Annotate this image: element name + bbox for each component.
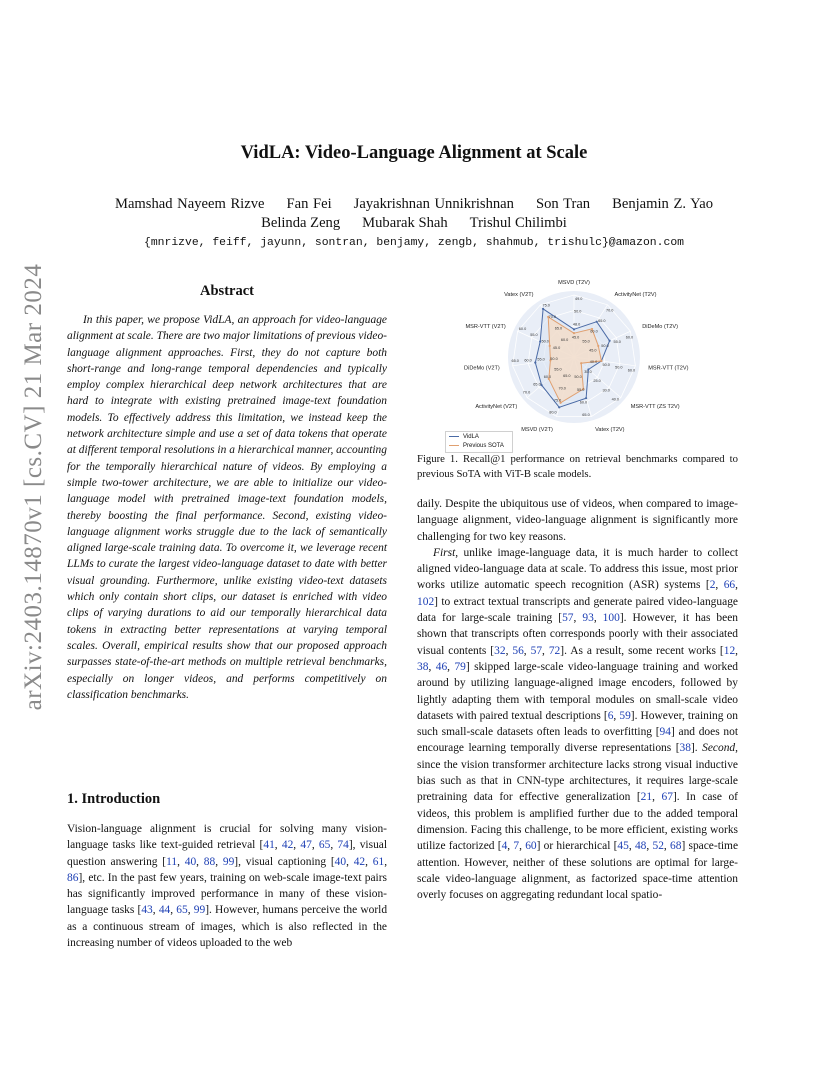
section-title: 1. Introduction bbox=[67, 791, 161, 807]
citation-link[interactable]: 48 bbox=[634, 840, 647, 853]
ring-value-label: 40.0 bbox=[589, 359, 598, 364]
ring-value-label: 55.0 bbox=[554, 367, 562, 372]
ring-value-label: 65.0 bbox=[598, 319, 606, 323]
author-name: Trishul Chilimbi bbox=[469, 215, 567, 231]
right-column-text bbox=[417, 496, 738, 903]
body-paragraph: daily. Despite the ubiquitous use of videos, when compared to image-language alignment, video-language alignment is significantly more challenging for two key reasons. bbox=[417, 498, 738, 543]
citation-link[interactable]: 6 bbox=[607, 709, 614, 722]
ring-value-label: 50.0 bbox=[541, 339, 549, 344]
citation-link[interactable]: 79 bbox=[454, 660, 466, 673]
axis-label: MSVD (V2T) bbox=[521, 427, 553, 433]
citation-link[interactable]: 59 bbox=[619, 709, 631, 722]
author-name: Mubarak Shah bbox=[362, 215, 448, 231]
author-name: Jayakrishnan Unnikrishnan bbox=[353, 196, 514, 212]
ring-value-label: 55.0 bbox=[582, 339, 590, 344]
ring-value-label: 70.0 bbox=[548, 315, 556, 319]
author-name: Fan Fei bbox=[286, 196, 332, 212]
ring-value-label: 50.0 bbox=[615, 365, 623, 370]
author-emails: {mnrizve, feiff, jayunn, sontran, benjamy, zengb, shahmub, trishulc}@amazon.com bbox=[143, 237, 684, 249]
axis-label: DiDeMo (T2V) bbox=[642, 323, 678, 330]
axis-label: Vatex (V2T) bbox=[504, 291, 534, 298]
ring-value-label: 75.0 bbox=[542, 303, 550, 308]
legend-item-vidla bbox=[446, 432, 512, 441]
ring-value-label: 60.0 bbox=[560, 337, 569, 342]
citation-link[interactable]: 65 bbox=[318, 839, 331, 852]
legend-label: VidLA bbox=[463, 433, 479, 440]
axis-label: ActivityNet (V2T) bbox=[475, 404, 518, 411]
citation-link[interactable]: 41 bbox=[263, 839, 275, 852]
citation-link[interactable]: 68 bbox=[670, 840, 682, 853]
citation-link[interactable]: 38 bbox=[417, 660, 429, 673]
authors-line-2 bbox=[0, 215, 828, 232]
authors-line-1 bbox=[0, 196, 828, 213]
ring-value-label: 25.0 bbox=[593, 379, 601, 383]
data-point bbox=[573, 328, 575, 330]
axis-label: ActivityNet (T2V) bbox=[614, 291, 657, 298]
citation-link[interactable]: 86 bbox=[67, 871, 79, 884]
legend-item-previous-sota bbox=[446, 441, 512, 450]
citation-link[interactable]: 42 bbox=[281, 839, 294, 852]
citation-link[interactable]: 40 bbox=[184, 855, 197, 868]
ring-value-label: 65.0 bbox=[533, 382, 541, 387]
ring-value-label: 55.0 bbox=[530, 333, 538, 338]
data-point bbox=[608, 340, 610, 342]
ring-value-label: 45.0 bbox=[589, 348, 597, 353]
ring-value-label: 35.0 bbox=[584, 369, 592, 374]
citation-link[interactable]: 4 bbox=[501, 840, 508, 853]
citation-link[interactable]: 102 bbox=[417, 595, 435, 608]
ring-value-label: 70.0 bbox=[522, 390, 531, 395]
ring-value-label: 30.0 bbox=[602, 388, 610, 393]
ring-value-label: 50.0 bbox=[574, 309, 582, 314]
axis-label: Vatex (T2V) bbox=[595, 427, 625, 433]
ring-value-label: 60.0 bbox=[625, 335, 634, 340]
citation-link[interactable]: 11 bbox=[166, 855, 178, 868]
axis-label: DiDeMo (V2T) bbox=[464, 365, 500, 372]
citation-link[interactable]: 45 bbox=[617, 840, 629, 853]
citation-link[interactable]: 99 bbox=[193, 904, 206, 917]
abstract-text: In this paper, we propose VidLA, an approach for video-language alignment at scale. There are two major limitations of previous video-language alignment approaches. First, they do not capture both short-range and long-range temporal dependencies and typically employ complex hierarchical deep network architectures that are hard to integrate with existing pretrained image-text foundation models. To effectively address this limitation, we instead keep the network architecture simple and use a set of data tokens that operate at different temporal resolutions in a hierarchical manner, accounting for the temporally hierarchical nature of videos. By employing a simple two-tower architecture, we are able to initialize our video-language model with pretrained image-text foundation models, thereby boosting the final performance. Second, existing video-language alignment works struggle due to the lack of semantically aligned large-scale training data. To overcome it, we leverage recent LLMs to curate the largest video-language dataset to date with better visual grounding. Furthermore, unlike existing video-text datasets which only contain short clips, our dataset is enriched with video clips of varying durations to aid our temporally hierarchical data tokens in extracting better representations at varying temporal scales. Overall, empirical results show that our proposed approach surpasses state-of-the-art methods on multiple retrieval benchmarks, especially on longer videos, and performs competitively on classification benchmarks. bbox=[67, 314, 387, 701]
citation-link[interactable]: 61 bbox=[372, 855, 385, 868]
ring-value-label: 60.0 bbox=[590, 329, 598, 334]
ring-value-label: 45.0 bbox=[571, 335, 580, 340]
legend-swatch bbox=[449, 436, 459, 437]
body-paragraph: First, unlike image-language data, it is much harder to collect aligned video-language data at scale. To address this issue, most prior works utilize automatic speech recognition (ASR) systems [2, 66, 102] to extract textual transcripts and generate paired video-language data for large-scale training [57, 93, 100]. However, it has been shown that transcripts often corresponds poorly with their associated visual contents [32, 56, 57, 72]. As a result, some recent works [12, 38, 46, 79] skipped large-scale video-language training and worked around by utilizing language-aligned image encoders, followed by lightly adapting them with temporal modules on small-scale video datasets with paired textual descriptions [6, 59]. However, training on such small-scale datasets often leads to overfitting [94] and does not encourage learning temporally diverse representations [38]. Second, since the vision transformer architecture lacks strong visual inductive bias such as that in CNN-type architectures, it requires large-scale pretraining data for effective generalization [21, 67]. In case of videos, this problem is amplified further due to the added temporal dimension. Facing this challenge, to be more efficient, existing works utilize factorized [4, 7, 60] or hierarchical [45, 48, 52, 68] space-time attention. However, neither of these solutions are optimal for large-scale video-language alignment, as factorized space-time attention overly focuses on aggregating redundant local spatio- bbox=[417, 546, 739, 902]
citation-link[interactable]: 57 bbox=[530, 644, 543, 657]
citation-link[interactable]: 21 bbox=[640, 791, 653, 804]
citation-link[interactable]: 66 bbox=[723, 579, 736, 592]
citation-link[interactable]: 67 bbox=[661, 791, 673, 804]
ring-value-label: 65.0 bbox=[563, 374, 571, 379]
data-point bbox=[558, 406, 560, 408]
data-point bbox=[585, 397, 587, 399]
citation-link[interactable]: 52 bbox=[652, 840, 664, 853]
ring-value-label: 70.0 bbox=[606, 308, 614, 313]
citation-link[interactable]: 88 bbox=[203, 855, 216, 868]
citation-link[interactable]: 2 bbox=[709, 579, 716, 592]
ring-value-label: 60.0 bbox=[518, 326, 527, 331]
ring-value-label: 50.0 bbox=[601, 344, 609, 349]
figure-caption: Figure 1. Recall@1 performance on retrieval benchmarks compared to previous SoTA with ViT-B scale models. bbox=[417, 453, 738, 480]
ring-value-label: 60.0 bbox=[524, 358, 532, 363]
data-point bbox=[549, 345, 551, 347]
citation-link[interactable]: 94 bbox=[659, 726, 671, 739]
intro-paragraph: Vision-language alignment is crucial for solving many vision-language tasks like text-guided retrieval [41, 42, 47, 65, 74], visual question answering [11, 40, 88, 99], visual captioning [40, 42, 61, 86], etc. In the past few years, training on web-scale image-text pairs has significantly improved performance in many of these vision-language tasks [43, 44, 65, 99]. However, humans perceive the world as a continuous stream of images, which is also reflected in the increasing number of videos uploaded to the web bbox=[67, 823, 388, 950]
arxiv-side-stamp bbox=[14, 263, 54, 711]
ring-value-label: 75.0 bbox=[553, 398, 562, 403]
ring-value-label: 50.0 bbox=[550, 356, 558, 361]
author-name: Benjamin Z. Yao bbox=[612, 196, 714, 212]
legend-label: Previous SOTA bbox=[463, 442, 504, 449]
abstract-title: Abstract bbox=[200, 283, 254, 299]
citation-link[interactable]: 46 bbox=[435, 660, 448, 673]
data-point bbox=[573, 332, 575, 334]
arxiv-id: arXiv:2403.14870v1 [cs.CV] 21 Mar 2024 bbox=[20, 263, 47, 711]
paper-title: VidLA: Video-Language Alignment at Scale bbox=[240, 143, 588, 163]
citation-link[interactable]: 65 bbox=[176, 904, 188, 917]
data-point bbox=[580, 362, 582, 364]
citation-link[interactable]: 40 bbox=[334, 855, 347, 868]
ring-value-label: 60.0 bbox=[543, 375, 552, 379]
ring-value-label: 55.0 bbox=[537, 357, 545, 362]
ring-value-label: 50.0 bbox=[574, 375, 582, 380]
emphasis: First bbox=[433, 546, 456, 559]
citation-link[interactable]: 32 bbox=[494, 644, 506, 657]
axis-label: MSVD (T2V) bbox=[558, 280, 590, 286]
legend-swatch bbox=[449, 445, 459, 446]
data-point bbox=[540, 384, 542, 386]
citation-link[interactable]: 99 bbox=[222, 855, 235, 868]
ring-value-label: 50.0 bbox=[602, 362, 610, 367]
citation-link[interactable]: 100 bbox=[602, 612, 620, 625]
citation-link[interactable]: 47 bbox=[300, 839, 312, 852]
axis-label: MSR-VTT (T2V) bbox=[648, 365, 689, 372]
ring-value-label: 48.0 bbox=[572, 322, 581, 327]
ring-value-label: 45.0 bbox=[552, 345, 561, 350]
ring-value-label: 55.0 bbox=[613, 339, 621, 344]
citation-link[interactable]: 56 bbox=[512, 644, 524, 657]
citation-link[interactable]: 7 bbox=[513, 840, 520, 853]
chart-legend bbox=[445, 431, 513, 453]
ring-value-label: 40.0 bbox=[611, 397, 619, 402]
data-point bbox=[534, 361, 536, 363]
ring-value-label: 55.0 bbox=[577, 387, 585, 392]
author-name: Son Tran bbox=[535, 196, 591, 212]
citation-link[interactable]: 43 bbox=[141, 904, 153, 917]
citation-link[interactable]: 38 bbox=[679, 742, 691, 755]
citation-link[interactable]: 12 bbox=[723, 644, 736, 657]
citation-link[interactable]: 44 bbox=[158, 904, 171, 917]
citation-link[interactable]: 57 bbox=[562, 612, 574, 625]
axis-label: MSR-VTT (V2T) bbox=[465, 323, 506, 330]
author-name: Mamshad Nayeem Rizve bbox=[114, 196, 265, 212]
axis-label: MSR-VTT (ZS T2V) bbox=[630, 404, 680, 411]
ring-value-label: 49.0 bbox=[575, 296, 583, 301]
citation-link[interactable]: 74 bbox=[337, 839, 349, 852]
ring-value-label: 65.0 bbox=[582, 413, 590, 418]
ring-value-label: 65.0 bbox=[511, 359, 519, 364]
citation-link[interactable]: 42 bbox=[353, 855, 366, 868]
data-point bbox=[600, 360, 602, 362]
radar-chart bbox=[440, 280, 740, 450]
author-name: Belinda Zeng bbox=[261, 215, 341, 231]
data-point bbox=[597, 345, 599, 347]
ring-value-label: 60.0 bbox=[579, 400, 588, 405]
ring-value-label: 70.0 bbox=[558, 386, 566, 391]
ring-value-label: 65.0 bbox=[554, 326, 563, 331]
citation-link[interactable]: 72 bbox=[548, 644, 561, 657]
emphasis: Second bbox=[702, 742, 736, 755]
citation-link[interactable]: 60 bbox=[525, 840, 537, 853]
ring-value-label: 60.0 bbox=[627, 368, 636, 373]
data-point bbox=[542, 308, 544, 310]
ring-value-label: 80.0 bbox=[549, 410, 557, 415]
citation-link[interactable]: 93 bbox=[582, 612, 594, 625]
abstract-block bbox=[67, 280, 387, 703]
